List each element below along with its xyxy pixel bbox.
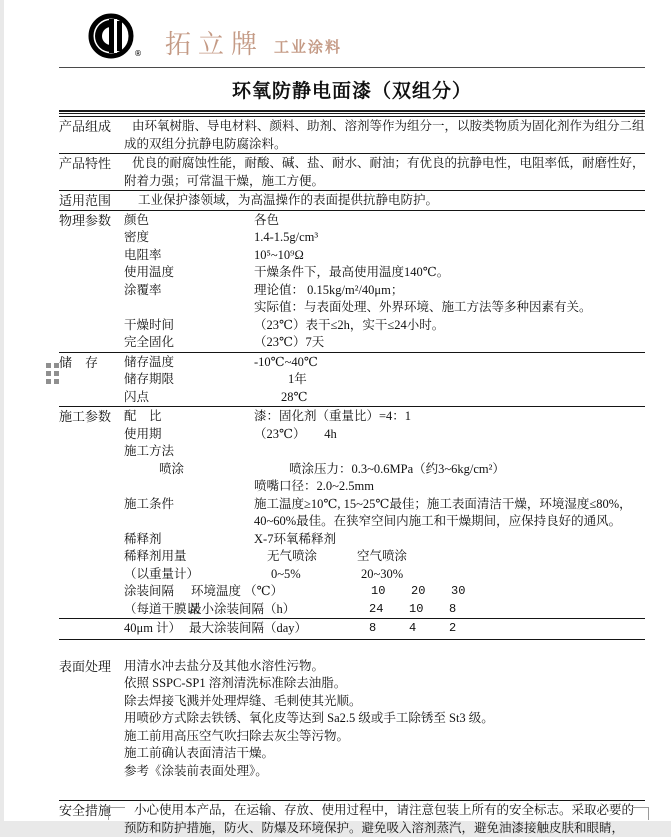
param-name: （以重量计） bbox=[124, 566, 200, 581]
section-composition bbox=[59, 116, 645, 153]
param-value: （23℃）7天 bbox=[254, 335, 325, 349]
param-row bbox=[59, 229, 645, 247]
interval-value: 8 bbox=[369, 621, 377, 635]
param-value: 10⁵~10⁹Ω bbox=[254, 247, 304, 262]
param-value: 喷嘴口径：2.0~2.5mm bbox=[254, 479, 374, 493]
param-name: 涂覆率 bbox=[124, 282, 162, 297]
section-surface bbox=[59, 658, 645, 781]
interval-value: 24 bbox=[369, 601, 384, 616]
section-text: 小心使用本产品，在运输、存放、使用过程中，请注意包装上所有的安全标志。采取必要的预防和防护措施，防火、防爆及环境保护。避免吸入溶剂蒸汽，避免油漆接触皮肤和眼睛， bbox=[124, 803, 635, 835]
interval-row-min bbox=[59, 601, 645, 619]
param-row bbox=[59, 443, 645, 461]
param-row bbox=[59, 389, 645, 407]
param-row bbox=[59, 461, 645, 479]
param-value: 28℃ bbox=[281, 389, 308, 404]
surface-step: 参考《涂装前表面处理》。 bbox=[124, 763, 268, 778]
section-application bbox=[59, 406, 645, 426]
param-row bbox=[59, 264, 645, 282]
section-label: 适用范围 bbox=[59, 193, 112, 208]
registered-trademark-icon: ® bbox=[134, 49, 142, 58]
param-name: 闪点 bbox=[124, 389, 150, 404]
page-title: 环氧防静电面漆（双组分） bbox=[59, 68, 645, 112]
section-text: 工业保护漆领域，为高温操作的表面提供抗静电防护。 bbox=[138, 193, 439, 207]
interval-row-header bbox=[59, 583, 645, 601]
param-name: 电阻率 bbox=[124, 247, 162, 262]
param-row bbox=[59, 371, 645, 389]
interval-row-max bbox=[59, 618, 645, 640]
interval-value: 20 bbox=[411, 584, 426, 598]
interval-row-name: 环境温度 （℃） bbox=[191, 584, 284, 598]
param-value: 漆：固化剂（重量比）=4：1 bbox=[254, 409, 412, 423]
brand-name: 拓立牌 bbox=[165, 30, 265, 59]
section-text: 优良的耐腐蚀性能，耐酸、碱、盐、耐水、耐油；有优良的抗静电性，电阻率低，耐磨性好，附着力强；可常温干燥，施工方便。 bbox=[124, 156, 645, 188]
param-value: 各色 bbox=[254, 212, 280, 227]
param-row bbox=[59, 299, 645, 317]
param-name: 施工条件 bbox=[124, 496, 175, 511]
param-row bbox=[59, 282, 645, 300]
section-label: 储 存 bbox=[59, 354, 99, 370]
section-physical bbox=[59, 210, 645, 230]
param-name: 使用期 bbox=[124, 426, 162, 441]
surface-step: 用清水冲去盐分及其他水溶性污物。 bbox=[124, 658, 325, 673]
thinner-usage-row bbox=[59, 566, 645, 584]
param-row bbox=[59, 531, 645, 549]
param-name: 施工方法 bbox=[124, 444, 175, 458]
interval-value: 2 bbox=[449, 621, 457, 635]
param-row bbox=[59, 247, 645, 265]
section-storage bbox=[59, 352, 645, 372]
interval-value: 30 bbox=[451, 584, 466, 598]
param-value: 理论值： 0.15kg/m²/40μm； bbox=[254, 282, 404, 297]
param-name: 稀释剂 bbox=[124, 531, 162, 546]
section-label: 产品组成 bbox=[59, 119, 112, 134]
param-name: 颜色 bbox=[124, 212, 150, 227]
section-features bbox=[59, 153, 645, 190]
interval-label: 40μm 计） bbox=[124, 621, 182, 635]
surface-step: 施工前确认表面清洁干燥。 bbox=[124, 746, 275, 760]
section-label: 安全措施 bbox=[59, 803, 112, 818]
param-name: 完全固化 bbox=[124, 335, 175, 349]
thinner-method-air: 空气喷涂 bbox=[357, 549, 408, 563]
param-row bbox=[59, 496, 645, 531]
surface-step: 用喷砂方式除去铁锈、氧化皮等达到 Sa2.5 级或手工除锈至 St3 级。 bbox=[124, 711, 494, 725]
interval-row-name: 最大涂装间隔（day） bbox=[189, 621, 308, 635]
surface-step: 除去焊接飞溅并处理焊缝、毛刺使其光顺。 bbox=[124, 693, 362, 708]
header bbox=[59, 8, 645, 60]
document-page bbox=[4, 0, 671, 835]
param-value: 干燥条件下，最高使用温度140℃。 bbox=[254, 265, 450, 279]
interval-label: 涂装间隔 bbox=[124, 584, 175, 598]
drag-handle-dots[interactable] bbox=[46, 363, 59, 384]
interval-value: 8 bbox=[449, 601, 457, 616]
section-label: 施工参数 bbox=[59, 409, 112, 424]
param-name: 稀释剂用量 bbox=[124, 549, 187, 563]
section-scope bbox=[59, 190, 645, 210]
param-name: 配 比 bbox=[124, 409, 162, 423]
param-name: 储存期限 bbox=[124, 372, 175, 386]
param-name: 使用温度 bbox=[124, 265, 175, 279]
surface-step: 施工前用高压空气吹扫除去灰尘等污物。 bbox=[124, 728, 350, 743]
param-row bbox=[59, 426, 645, 444]
param-name: 密度 bbox=[124, 230, 150, 244]
surface-step: 依照 SSPC-SP1 溶剂清洗标准除去油脂。 bbox=[124, 676, 347, 690]
param-name: 干燥时间 bbox=[124, 317, 175, 332]
param-value: 1年 bbox=[288, 372, 307, 386]
param-value: X-7环氧稀释剂 bbox=[254, 531, 336, 546]
param-value: 施工温度≥10℃, 15~25℃最佳；施工表面清洁干燥，环境湿度≤80%，40~60%最佳。在狭窄空间内施工和干燥期间，应保持良好的通风。 bbox=[254, 496, 632, 528]
param-row bbox=[59, 317, 645, 335]
param-name: 储存温度 bbox=[124, 354, 175, 369]
text-boundary-corner-right bbox=[632, 807, 649, 820]
thinner-method-airless: 无气喷涂 bbox=[267, 549, 318, 563]
param-value: 实际值：与表面处理、外界环境、施工方法等多种因素有关。 bbox=[254, 300, 592, 314]
param-value: 1.4-1.5g/cm³ bbox=[254, 230, 319, 244]
interval-value: 10 bbox=[409, 601, 424, 616]
section-safety bbox=[59, 800, 645, 837]
interval-label: （每道干膜以 bbox=[124, 601, 200, 616]
brand-logo-icon bbox=[87, 12, 142, 60]
section-label: 产品特性 bbox=[59, 156, 112, 171]
section-label: 表面处理 bbox=[59, 658, 112, 674]
param-value: （23℃）表干≤2h，实干≤24小时。 bbox=[254, 317, 445, 332]
thinner-amount-air: 20~30% bbox=[361, 566, 404, 581]
interval-row-name: 最小涂装间隔（h） bbox=[189, 601, 296, 616]
section-text: 由环氧树脂、导电材料、颜料、助剂、溶剂等作为组分一，以胺类物质为固化剂作为组分二组成的双组分抗静电防腐涂料。 bbox=[124, 119, 645, 151]
section-text bbox=[124, 658, 645, 781]
brand-tagline: 工业涂料 bbox=[274, 40, 343, 56]
param-row bbox=[59, 334, 645, 352]
interval-value: 4 bbox=[409, 621, 417, 635]
interval-value: 10 bbox=[371, 584, 386, 598]
param-row bbox=[59, 478, 645, 496]
param-value: （23℃） 4h bbox=[254, 426, 337, 441]
param-name: 喷涂 bbox=[159, 461, 185, 476]
thinner-amount-airless: 0~5% bbox=[271, 566, 301, 581]
param-value: 喷涂压力：0.3~0.6MPa（约3~6kg/cm²） bbox=[289, 461, 505, 476]
section-label: 物理参数 bbox=[59, 212, 112, 228]
param-value: -10℃~40℃ bbox=[254, 354, 318, 369]
text-boundary-corner-left bbox=[108, 807, 125, 820]
thinner-usage-row bbox=[59, 548, 645, 566]
